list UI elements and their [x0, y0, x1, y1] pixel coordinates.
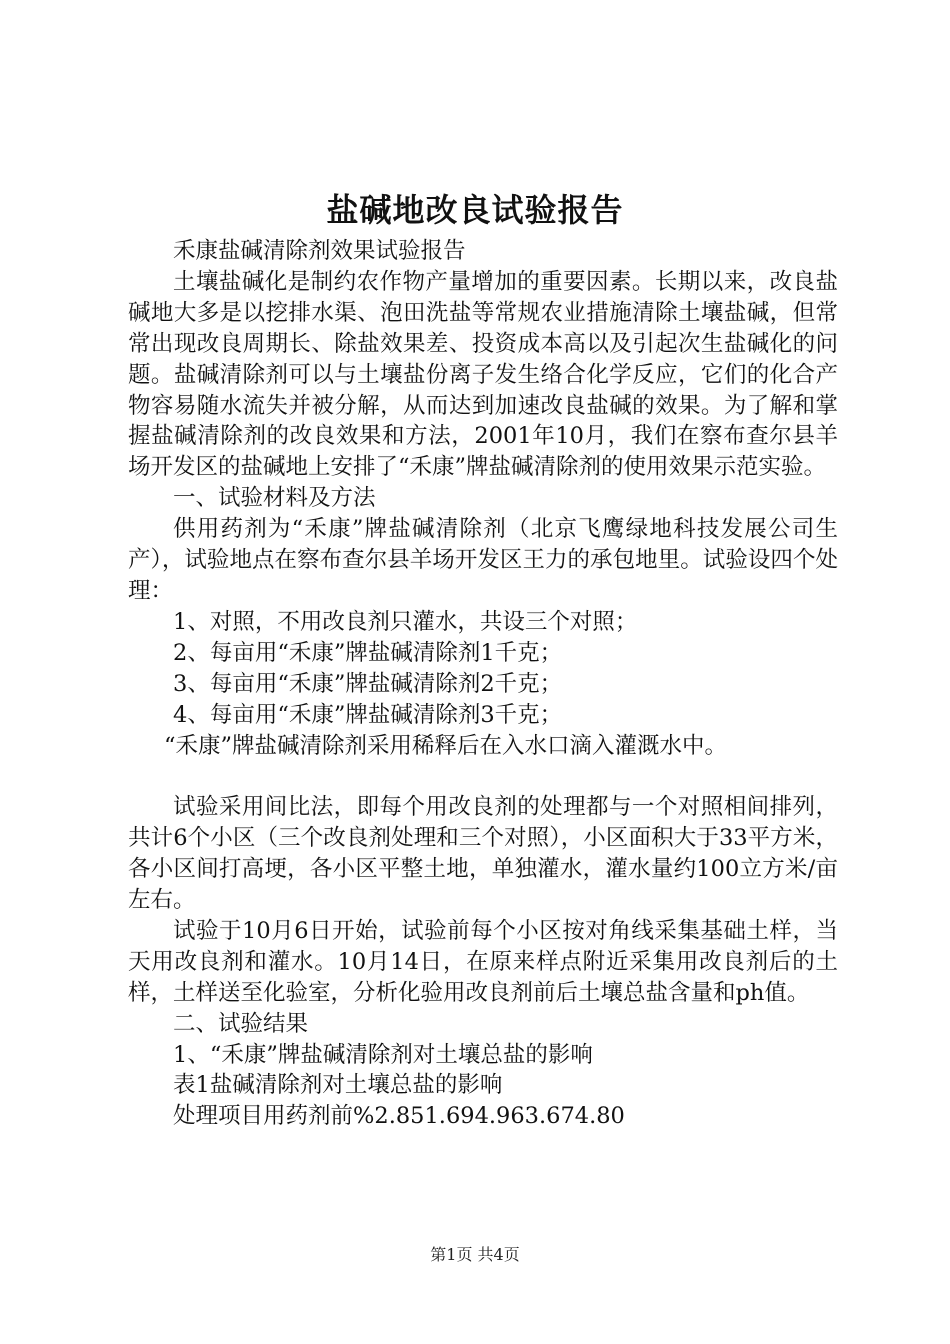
treatment-item-3: 3、每亩用“禾康”牌盐碱清除剂2千克； — [173, 670, 563, 697]
document-title: 盐碱地改良试验报告 — [326, 191, 624, 229]
intro-paragraph: 土壤盐碱化是制约农作物产量增加的重要因素。长期以来，改良盐碱地大多是以挖排水渠、泡田洗盐等常规农业措施清除土壤盐碱，但常常出现改良周期长、除盐效果差、投资成本高以及引起次生盐碱化的问题。盐碱清除剂可以与土壤盐份离子发生络合化学反应，它们的化合产物容易随水流失并被分解，从而达到加速改良盐碱的效果。为了解和掌握盐碱清除剂的改良效果和方法，2001年10月，我们在察布查尔县羊场开发区的盐碱地上安排了“禾康”牌盐碱清除剂的使用效果示范实验。 — [128, 268, 838, 481]
treatment-item-1: 1、对照，不用改良剂只灌水，共设三个对照； — [173, 608, 638, 635]
section-heading-materials: 一、试验材料及方法 — [173, 485, 376, 512]
document-body — [128, 236, 838, 1132]
procedure-paragraph: 试验于10月6日开始，试验前每个小区按对角线采集基础土样，当天用改良剂和灌水。10月14日，在原来样点附近采集用改良剂后的土样，土样送至化验室，分析化验用改良剂前后土壤总盐含量和ph值。 — [128, 917, 838, 1006]
table-caption: 表1盐碱清除剂对土壤总盐的影响 — [173, 1072, 503, 1099]
results-subheading: 1、“禾康”牌盐碱清除剂对土壤总盐的影响 — [173, 1041, 593, 1068]
subtitle-paragraph: 禾康盐碱清除剂效果试验报告 — [173, 238, 466, 264]
application-note: “禾康”牌盐碱清除剂采用稀释后在入水口滴入灌溉水中。 — [164, 732, 728, 759]
materials-paragraph: 供用药剂为“禾康”牌盐碱清除剂（北京飞鹰绿地科技发展公司生产），试验地点在察布查尔县羊场开发区王力的承包地里。试验设四个处理： — [128, 516, 838, 604]
treatment-item-2: 2、每亩用“禾康”牌盐碱清除剂1千克； — [173, 639, 563, 666]
treatment-item-4: 4、每亩用“禾康”牌盐碱清除剂3千克； — [173, 701, 563, 728]
method-paragraph: 试验采用间比法，即每个用改良剂的处理都与一个对照相间排列，共计6个小区（三个改良剂处理和三个对照），小区面积大于33平方米，各小区间打高埂，各小区平整土地，单独灌水，灌水量约100立方米/亩左右。 — [128, 794, 838, 914]
page-footer: 第1页 共4页 — [430, 1245, 520, 1264]
section-heading-results: 二、试验结果 — [173, 1010, 309, 1037]
blank-line — [128, 761, 838, 792]
table-row-text: 处理项目用药剂前%2.851.694.963.674.80 — [173, 1103, 625, 1130]
